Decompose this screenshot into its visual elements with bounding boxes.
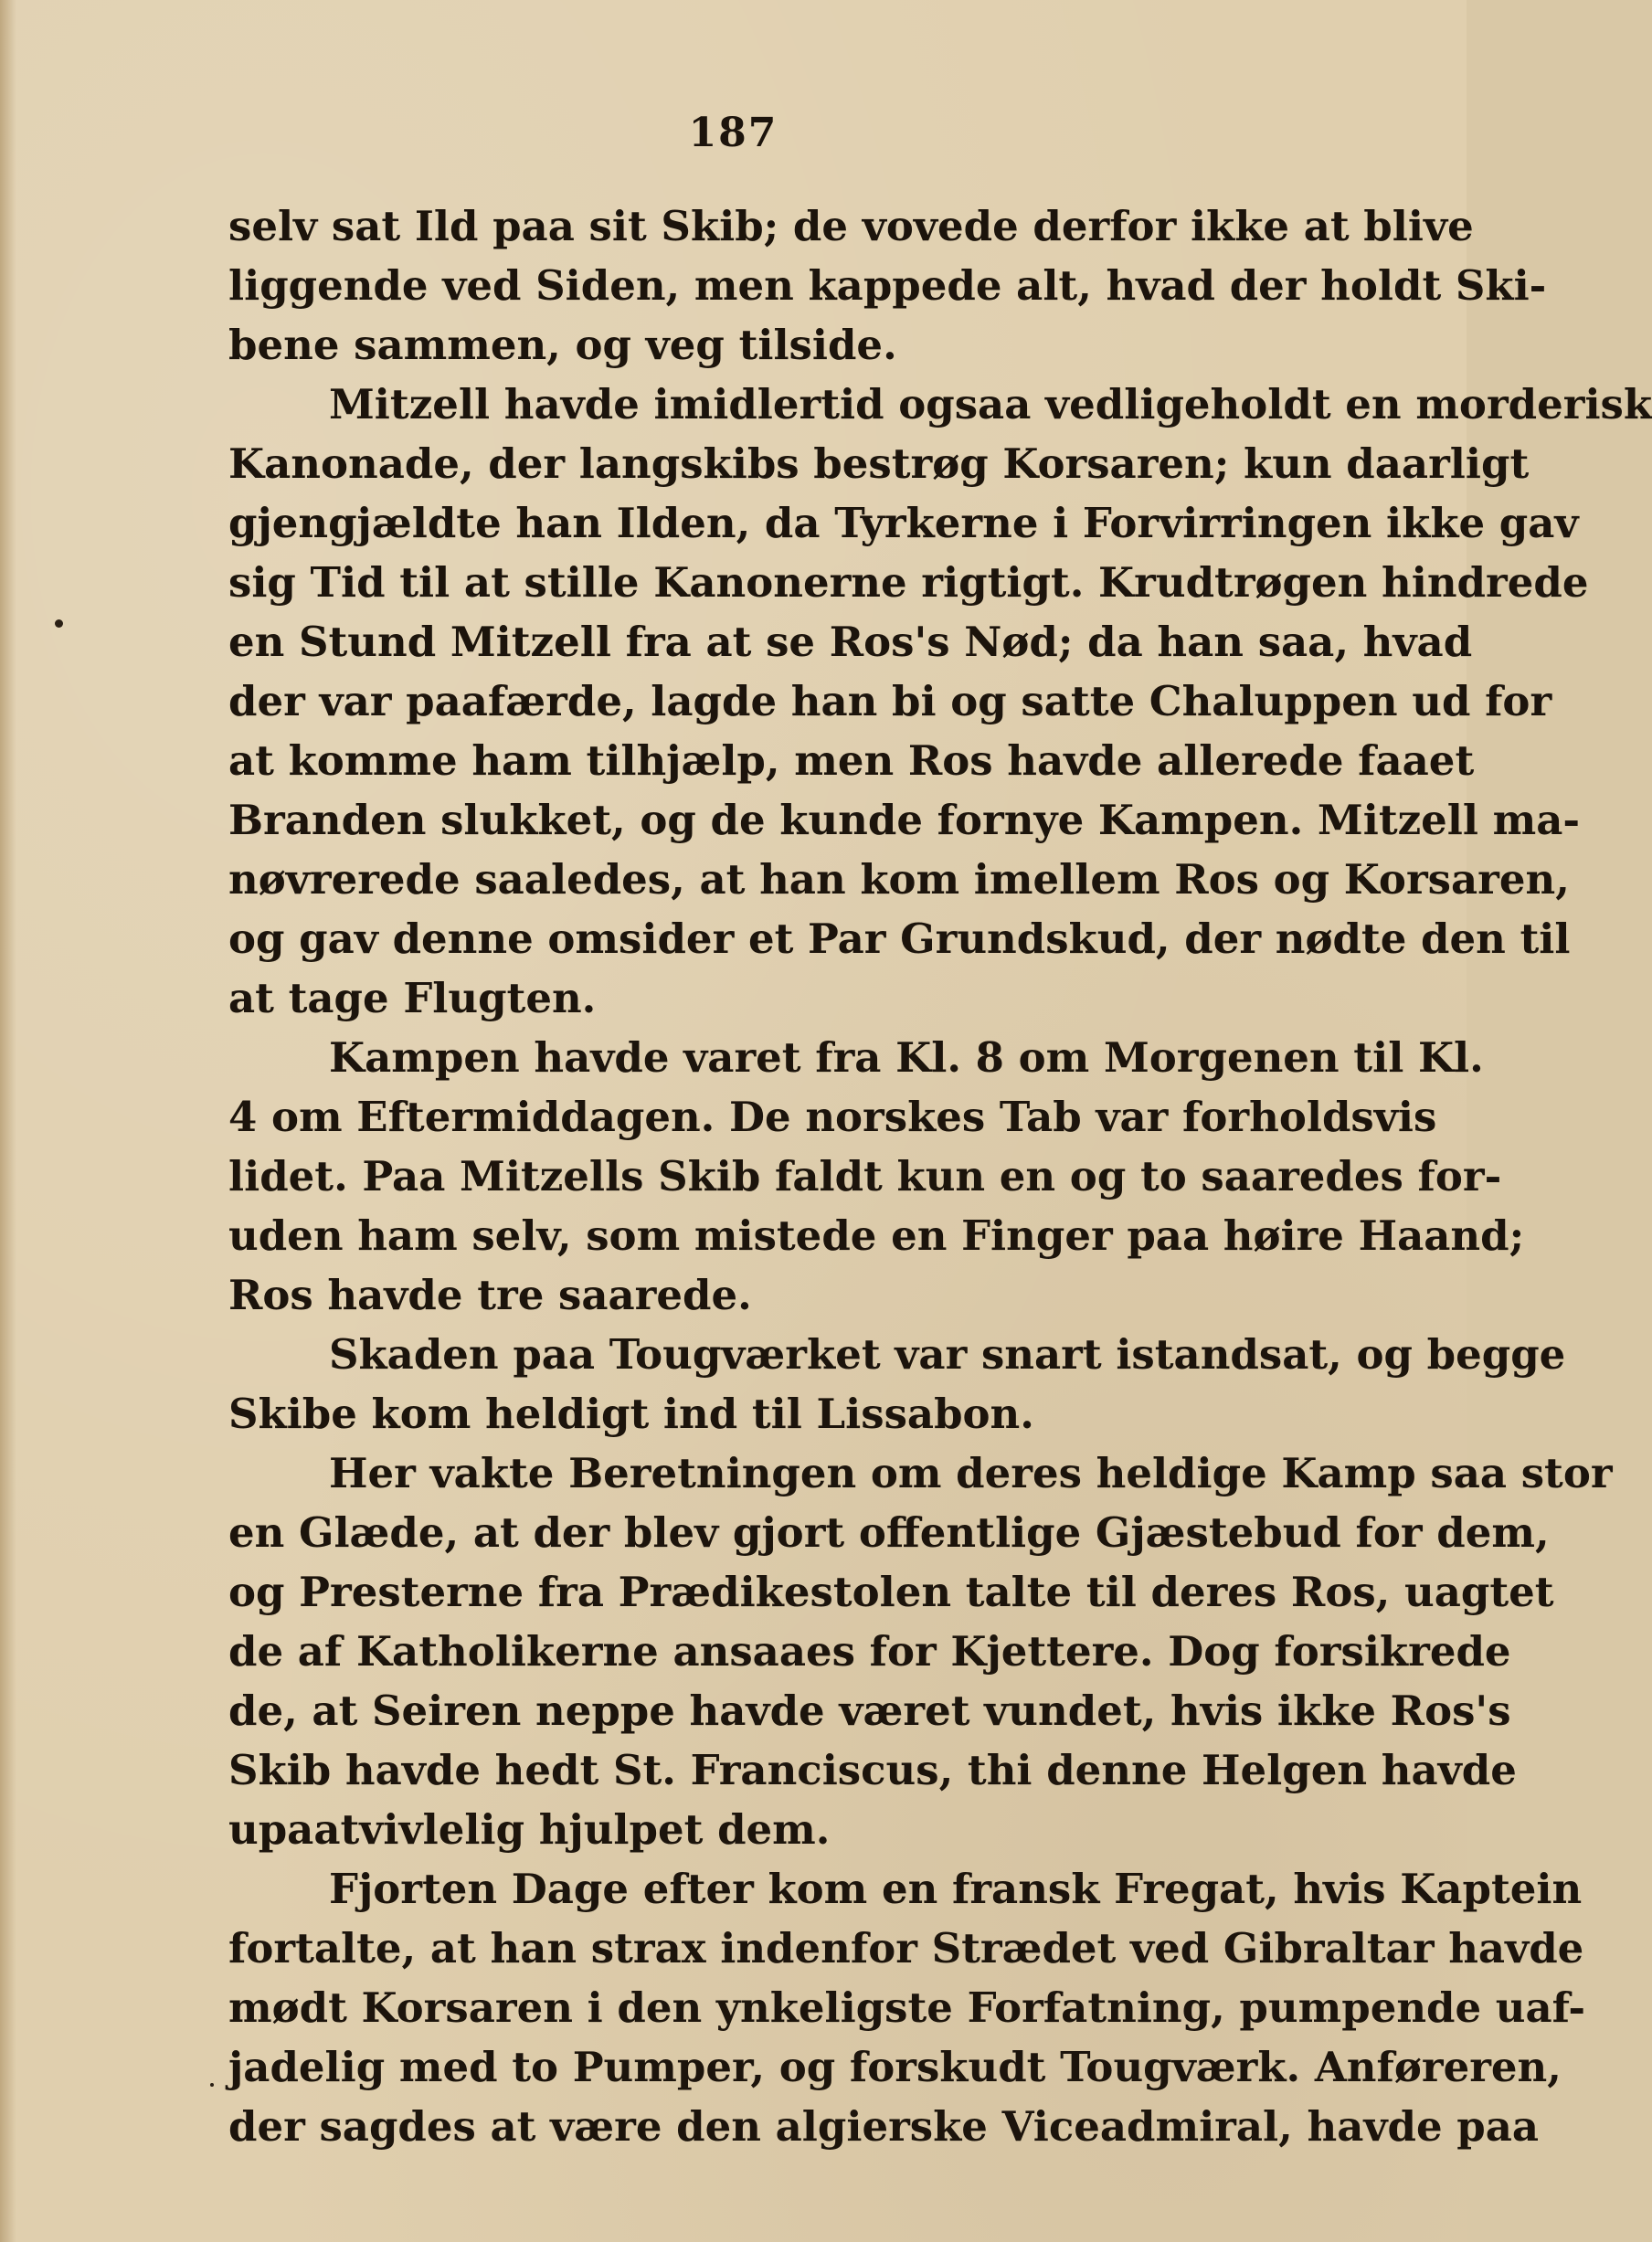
text-line: Ros havde tre saarede. [228, 1271, 752, 1319]
page-edge-shadow [0, 0, 16, 2242]
paragraph [228, 1325, 1566, 1444]
text-line: Her vakte Beretningen om deres heldige Kamp saa stor [329, 1449, 1613, 1497]
ink-speck [210, 2083, 214, 2087]
paragraph [228, 1028, 1525, 1325]
text-line: Kampen havde varet fra Kl. 8 om Morgenen til Kl. [329, 1033, 1484, 1082]
text-line: sig Tid til at stille Kanonerne rigtigt. Krudtrøgen hindrede [228, 558, 1589, 607]
text-line: og gav denne omsider et Par Grundskud, der nødte den til [228, 915, 1571, 963]
text-line: 4 om Eftermiddagen. De norskes Tab var forholdsvis [228, 1093, 1437, 1141]
paragraph [228, 375, 1652, 1028]
paragraph [228, 1444, 1613, 1859]
page-number: 187 [688, 110, 778, 156]
text-line: Mitzell havde imidlertid ogsaa vedligeholdt en morderisk [329, 380, 1652, 428]
text-line: en Glæde, at der blev gjort offentlige Gjæstebud for dem, [228, 1508, 1550, 1557]
text-line: at komme ham tilhjælp, men Ros havde allerede faaet [228, 736, 1475, 785]
text-line: upaatvivlelig hjulpet dem. [228, 1805, 831, 1854]
text-line: jadelig med to Pumper, og forskudt Tougværk. Anføreren, [228, 2043, 1562, 2091]
text-line: de, at Seiren neppe havde været vundet, hvis ikke Ros's [228, 1687, 1511, 1735]
paragraph [228, 196, 1547, 375]
text-line: liggende ved Siden, men kappede alt, hvad der holdt Ski- [228, 261, 1547, 310]
text-line: nøvrerede saaledes, at han kom imellem Ros og Korsaren, [228, 855, 1570, 904]
text-line: mødt Korsaren i den ynkeligste Forfatning, pumpende uaf- [228, 1983, 1586, 2032]
text-line: en Stund Mitzell fra at se Ros's Nød; da han saa, hvad [228, 618, 1473, 666]
paragraph [228, 1859, 1586, 2156]
text-line: gjengjældte han Ilden, da Tyrkerne i Forvirringen ikke gav [228, 499, 1579, 547]
text-line: Kanonade, der langskibs bestrøg Korsaren; kun daarligt [228, 439, 1530, 488]
text-line: uden ham selv, som mistede en Finger paa høire Haand; [228, 1211, 1525, 1260]
text-line: Skaden paa Tougværket var snart istandsat, og begge [329, 1330, 1566, 1379]
text-line: der sagdes at være den algierske Viceadmiral, havde paa [228, 2102, 1540, 2151]
text-line: Fjorten Dage efter kom en fransk Fregat, hvis Kaptein [329, 1865, 1583, 1913]
text-line: de af Katholikerne ansaaes for Kjettere. Dog forsikrede [228, 1627, 1511, 1676]
ink-speck [55, 619, 63, 628]
text-line: bene sammen, og veg tilside. [228, 321, 897, 369]
text-line: fortalte, at han strax indenfor Strædet ved Gibraltar havde [228, 1924, 1584, 1972]
text-line: Skibe kom heldigt ind til Lissabon. [228, 1390, 1034, 1438]
text-line: at tage Flugten. [228, 974, 597, 1022]
text-line: Branden slukket, og de kunde fornye Kampen. Mitzell ma- [228, 796, 1581, 844]
body-text [228, 196, 1652, 2156]
text-line: Skib havde hedt St. Franciscus, thi denne Helgen havde [228, 1746, 1517, 1794]
text-line: og Presterne fra Prædikestolen talte til deres Ros, uagtet [228, 1568, 1554, 1616]
text-line: selv sat Ild paa sit Skib; de vovede derfor ikke at blive [228, 202, 1474, 250]
text-line: lidet. Paa Mitzells Skib faldt kun en og to saaredes for- [228, 1152, 1502, 1200]
text-line: der var paafærde, lagde han bi og satte Chaluppen ud for [228, 677, 1552, 725]
